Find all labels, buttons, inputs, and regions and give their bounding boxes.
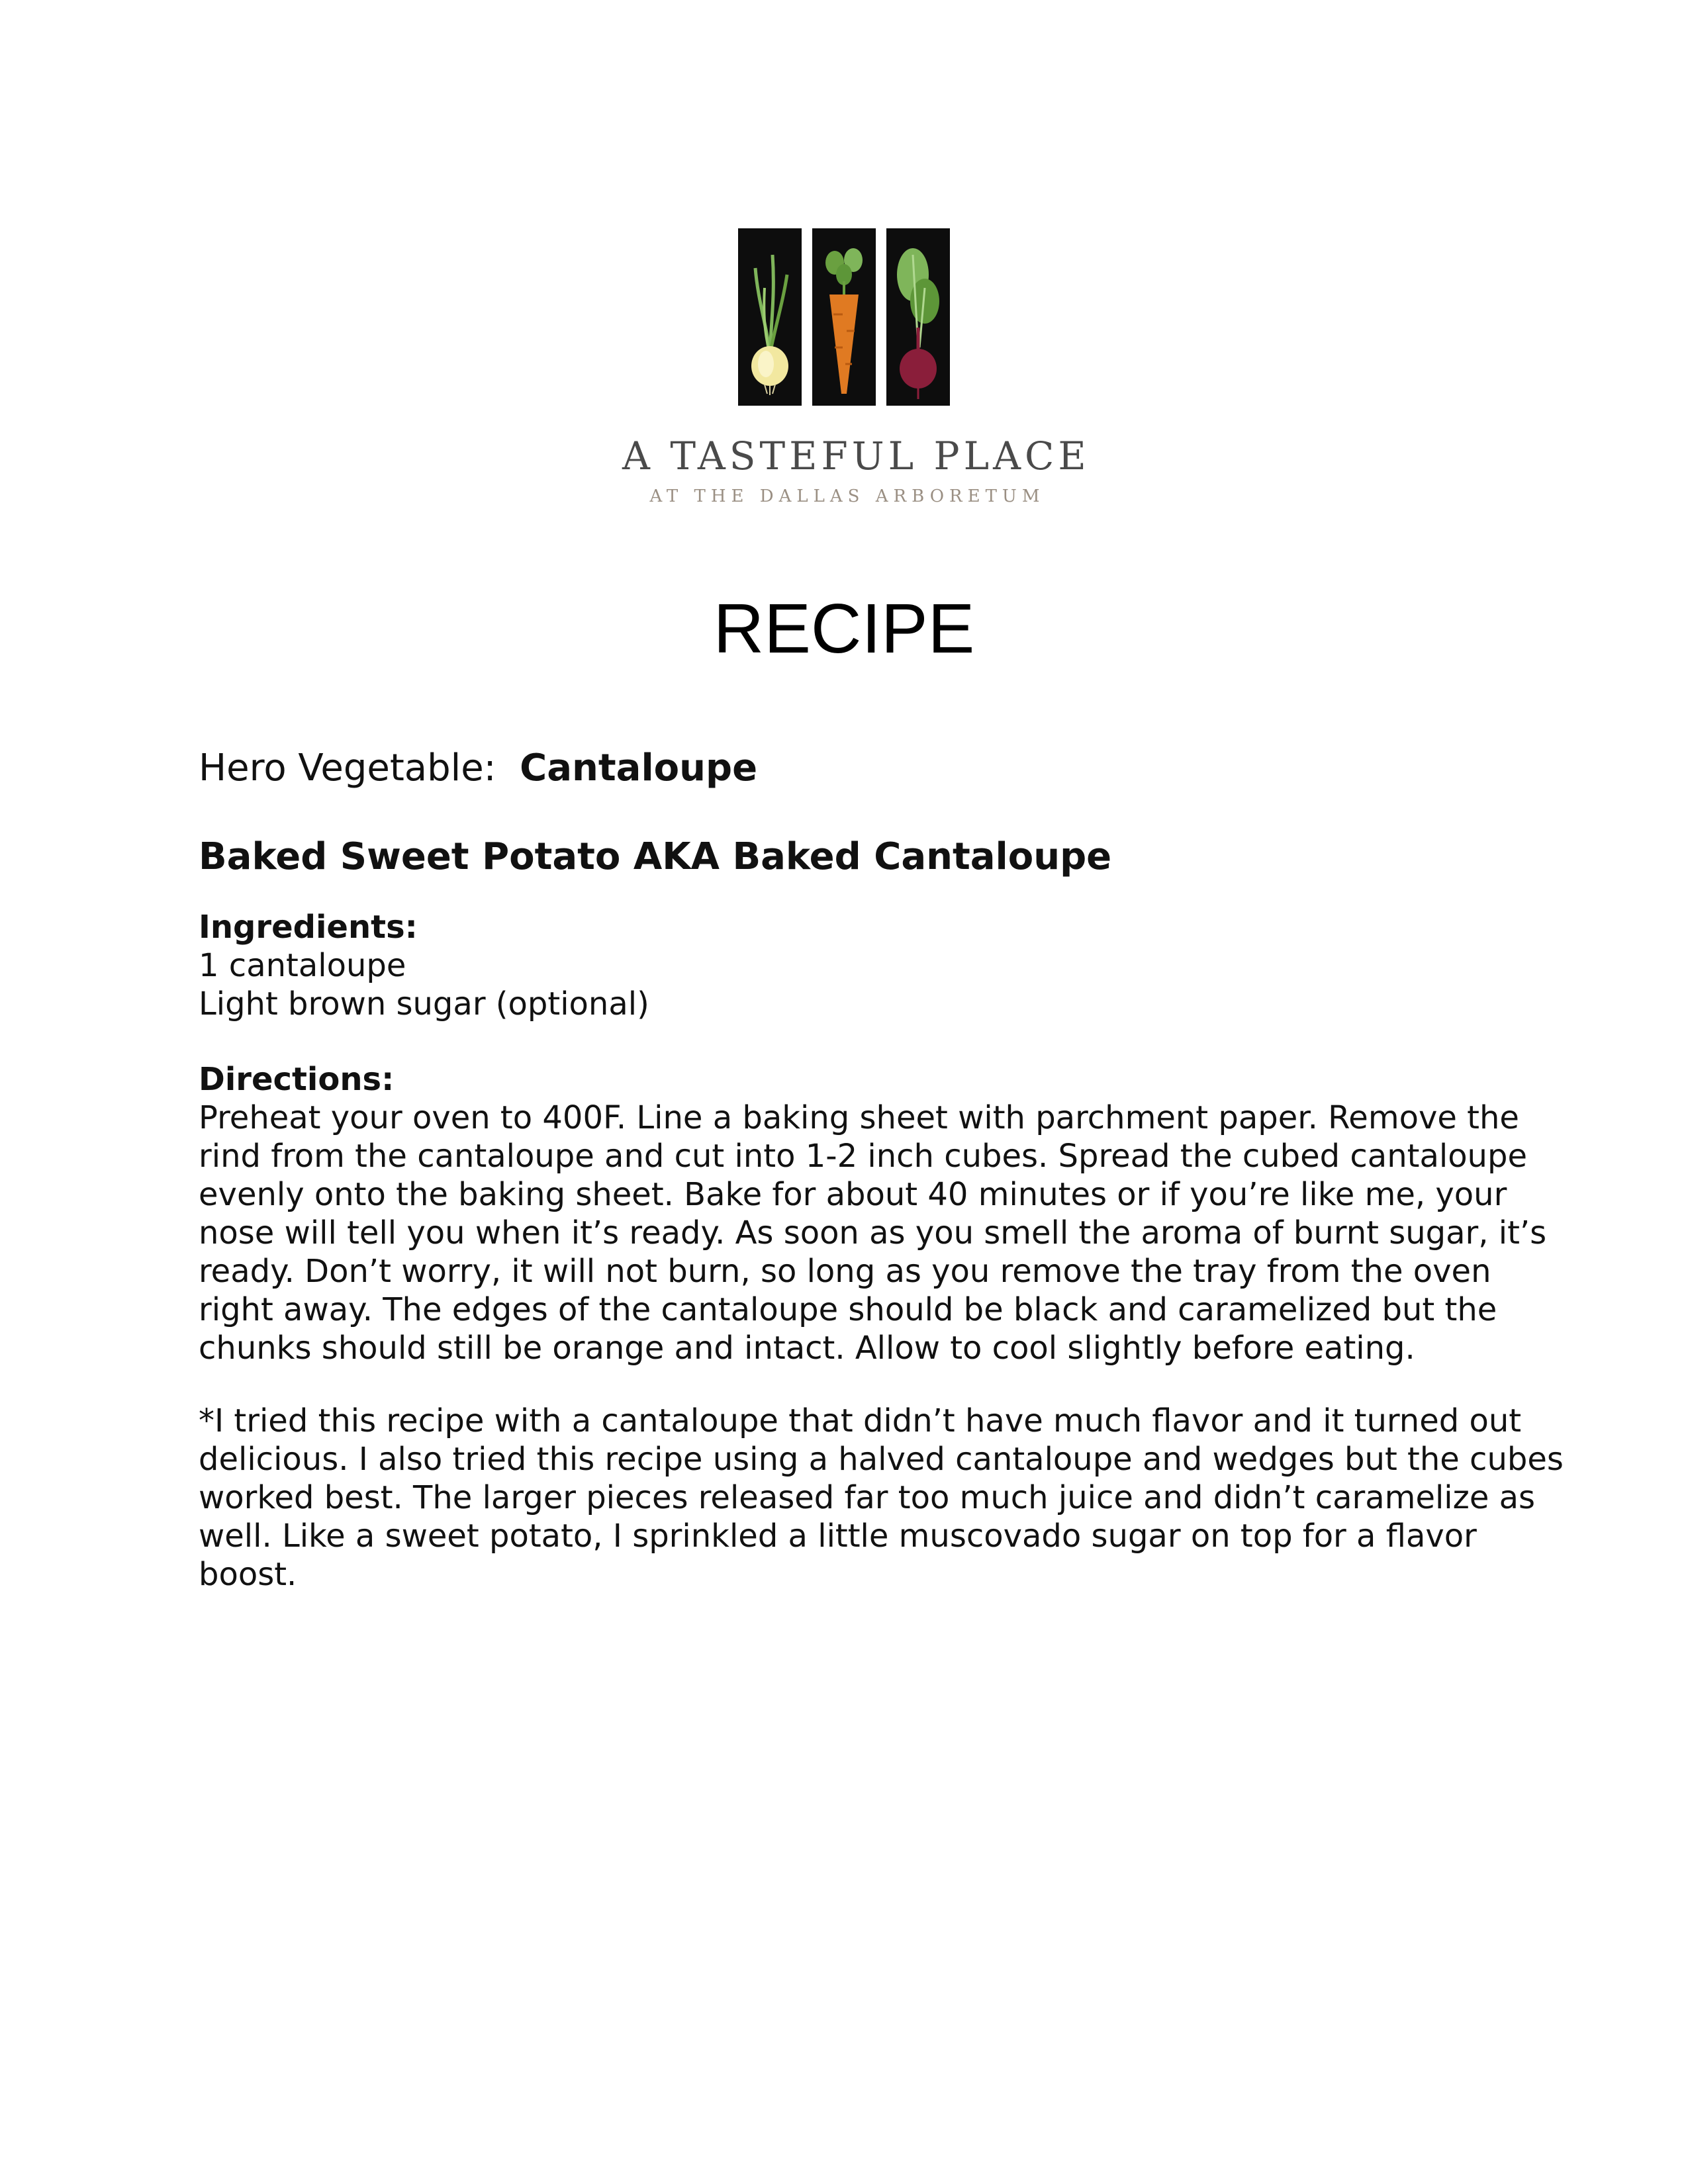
recipe-note [199, 1402, 1564, 1594]
recipe-name: Baked Sweet Potato AKA Baked Cantaloupe [199, 835, 1112, 878]
logo-panel-beet [886, 228, 950, 406]
ingredients-section [199, 908, 649, 1023]
note-line: well. Like a sweet potato, I sprinkled a little muscovado sugar on top for a flavor [199, 1518, 1477, 1555]
directions-line: rind from the cantaloupe and cut into 1-2 inch cubes. Spread the cubed cantaloupe [199, 1138, 1527, 1175]
directions-title: Directions: [199, 1061, 395, 1098]
hero-label: Hero Vegetable: [199, 747, 496, 790]
directions-line: Preheat your oven to 400F. Line a baking sheet with parchment paper. Remove the [199, 1099, 1519, 1136]
directions-line: chunks should still be orange and intact. Allow to cool slightly before eating. [199, 1330, 1415, 1367]
directions-line: ready. Don’t worry, it will not burn, so long as you remove the tray from the oven [199, 1253, 1491, 1290]
note-line: boost. [199, 1556, 297, 1593]
directions-section [199, 1060, 1547, 1367]
logo-panel-onion [738, 228, 802, 406]
directions-line: evenly onto the baking sheet. Bake for about 40 minutes or if you’re like me, your [199, 1176, 1507, 1213]
carrot-icon [812, 228, 876, 406]
brand-subtitle: AT THE DALLAS ARBORETUM [649, 486, 1045, 506]
directions-line: nose will tell you when it’s ready. As soon as you smell the aroma of burnt sugar, it’s [199, 1214, 1547, 1251]
brand-logo [738, 228, 950, 407]
note-line: *I tried this recipe with a cantaloupe that didn’t have much flavor and it turned out [199, 1402, 1522, 1439]
page-title: RECIPE [713, 590, 975, 668]
note-line: worked best. The larger pieces released far too much juice and didn’t caramelize as [199, 1479, 1536, 1516]
beet-icon [886, 228, 950, 406]
hero-value: Cantaloupe [520, 747, 758, 790]
directions-line: right away. The edges of the cantaloupe should be black and caramelized but the [199, 1291, 1497, 1328]
note-line: delicious. I also tried this recipe using a halved cantaloupe and wedges but the cubes [199, 1441, 1564, 1478]
logo-panel-carrot [812, 228, 876, 406]
ingredient-item: Light brown sugar (optional) [199, 985, 649, 1023]
ingredients-title: Ingredients: [199, 909, 418, 946]
ingredient-item: 1 cantaloupe [199, 947, 406, 984]
brand-name: A TASTEFUL PLACE [622, 433, 1090, 478]
onion-icon [738, 228, 802, 406]
hero-vegetable [199, 747, 757, 790]
